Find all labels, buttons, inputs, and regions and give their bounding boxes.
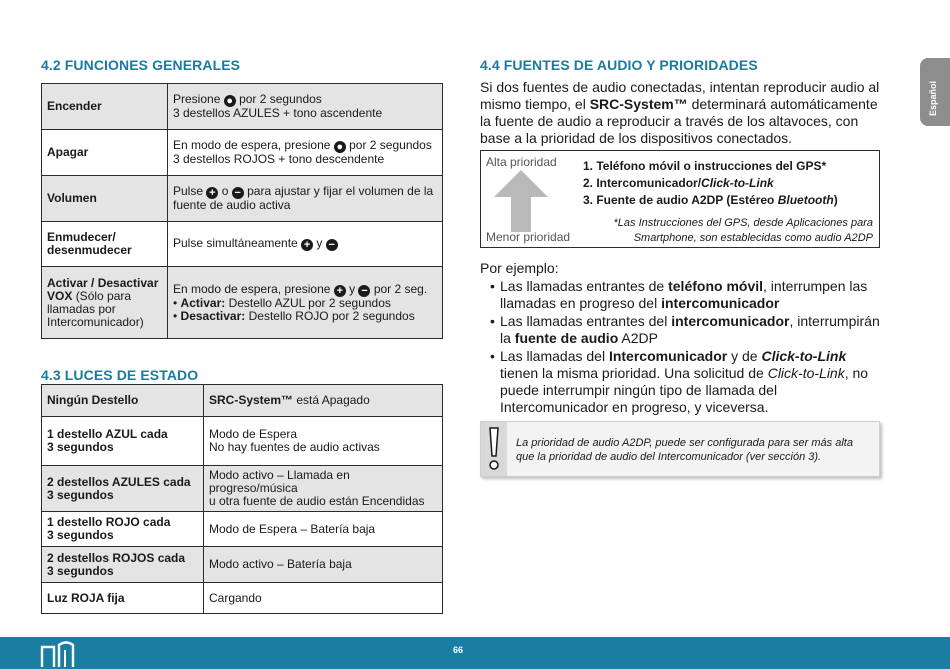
list-item: • Las llamadas entrantes del intercomunicador, interrumpirán la fuente de audio A2DP (500, 313, 880, 347)
row-value: Modo de Espera – Batería baja (204, 512, 443, 547)
row-value: En modo de espera, presione + y − por 2 seg. • Activar: Destello AZUL por 2 segundos • Desactivar: Destello ROJO por 2 segundos (168, 267, 443, 339)
row-key: Enmudecer/ desenmudecer (42, 222, 168, 267)
status-lights-table (41, 384, 443, 614)
row-key: Apagar (42, 130, 168, 176)
center-button-icon: ● (224, 95, 236, 107)
section-title-fuentes: 4.4 FUENTES DE AUDIO Y PRIORIDADES (480, 57, 758, 73)
footer-bar (0, 637, 950, 669)
page-number: 66 (453, 645, 464, 655)
list-item: • Las llamadas del Intercomunicador y de Click-to-Link tienen la misma prioridad. Una solicitud de Click-to-Link, no puede interrumpir ningún tipo de llamada del Intercomunicador en progreso, y viceversa. (500, 348, 880, 416)
row-key: Luz ROJA fija (42, 583, 204, 614)
high-priority-label: Alta prioridad (486, 155, 557, 169)
priority-footnote: *Las Instrucciones del GPS, desde Aplicaciones para Smartphone, son establecidas como audio A2DP (613, 217, 873, 244)
plus-button-icon: + (206, 187, 218, 199)
row-value: Modo activo – Llamada en progreso/música u otra fuente de audio están Encendidas (204, 466, 443, 512)
table-row (42, 547, 443, 583)
priority-item: 1. Teléfono móvil o instrucciones del GPS* (583, 159, 827, 173)
warning-icon (481, 422, 507, 476)
row-key: 1 destello AZUL cada 3 segundos (42, 417, 204, 466)
priority-item: 2. Intercomunicador/Click-to-Link (583, 176, 774, 190)
table-row (42, 512, 443, 547)
minus-button-icon: − (358, 285, 370, 297)
minus-button-icon: − (232, 187, 244, 199)
low-priority-label: Menor prioridad (486, 230, 571, 244)
language-tab-label: Español (928, 80, 938, 116)
table-row (42, 222, 443, 267)
examples-heading: Por ejemplo: (480, 260, 559, 276)
row-value: Presione ● por 2 segundos 3 destellos AZULES + tono ascendente (168, 84, 443, 130)
row-value: Pulse simultáneamente + y − (168, 222, 443, 267)
list-item: • Las llamadas entrantes de teléfono móvil, interrumpen las llamadas en progreso del intercomunicador (500, 278, 880, 312)
priority-list (583, 158, 838, 209)
row-key: 2 destellos ROJOS cada 3 segundos (42, 547, 204, 583)
row-key: 2 destellos AZULES cada 3 segundos (42, 466, 204, 512)
row-key: Activar / Desactivar VOX (Sólo para llamadas por Intercomunicador) (42, 267, 168, 339)
row-key: Volumen (42, 176, 168, 222)
table-row (42, 130, 443, 176)
row-value: SRC-System™ está Apagado (204, 385, 443, 417)
plus-button-icon: + (301, 239, 313, 251)
table-row (42, 417, 443, 466)
row-value: Modo de Espera No hay fuentes de audio activas (204, 417, 443, 466)
table-row (42, 176, 443, 222)
priority-box (480, 150, 880, 248)
row-key: 1 destello ROJO cada 3 segundos (42, 512, 204, 547)
table-row (42, 385, 443, 417)
minus-button-icon: − (326, 239, 338, 251)
row-key: Ningún Destello (42, 385, 204, 417)
language-tab[interactable] (920, 58, 950, 126)
intro-paragraph: Si dos fuentes de audio conectadas, intentan reproducir audio al mismo tiempo, el SRC-System™ determinará automáticamente la fuente de audio a reproducir a través de los altavoces, con base a la prioridad de los dispositivos conectados. (480, 79, 880, 146)
plus-button-icon: + (334, 285, 346, 297)
table-row (42, 466, 443, 512)
priority-item: 3. Fuente de audio A2DP (Estéreo Bluetooth) (583, 193, 838, 207)
section-title-luces: 4.3 LUCES DE ESTADO (41, 367, 199, 383)
row-value: En modo de espera, presione ● por 2 segundos 3 destellos ROJOS + tono descendente (168, 130, 443, 176)
table-row (42, 583, 443, 614)
note-box (480, 421, 880, 477)
note-text: La prioridad de audio A2DP, puede ser configurada para ser más alta que la prioridad de audio del Intercomunicador (ver sección 3). (516, 437, 853, 463)
center-button-icon: ● (334, 141, 346, 153)
row-value: Cargando (204, 583, 443, 614)
row-key: Encender (42, 84, 168, 130)
row-value: Pulse + o − para ajustar y fijar el volumen de la fuente de audio activa (168, 176, 443, 222)
table-row (42, 267, 443, 339)
examples (480, 260, 880, 417)
functions-table (41, 83, 443, 339)
brand-logo-icon (40, 641, 80, 667)
section-title-funciones: 4.2 FUNCIONES GENERALES (41, 57, 241, 73)
table-row (42, 84, 443, 130)
row-value: Modo activo – Batería baja (204, 547, 443, 583)
priority-arrow-icon (493, 169, 549, 233)
